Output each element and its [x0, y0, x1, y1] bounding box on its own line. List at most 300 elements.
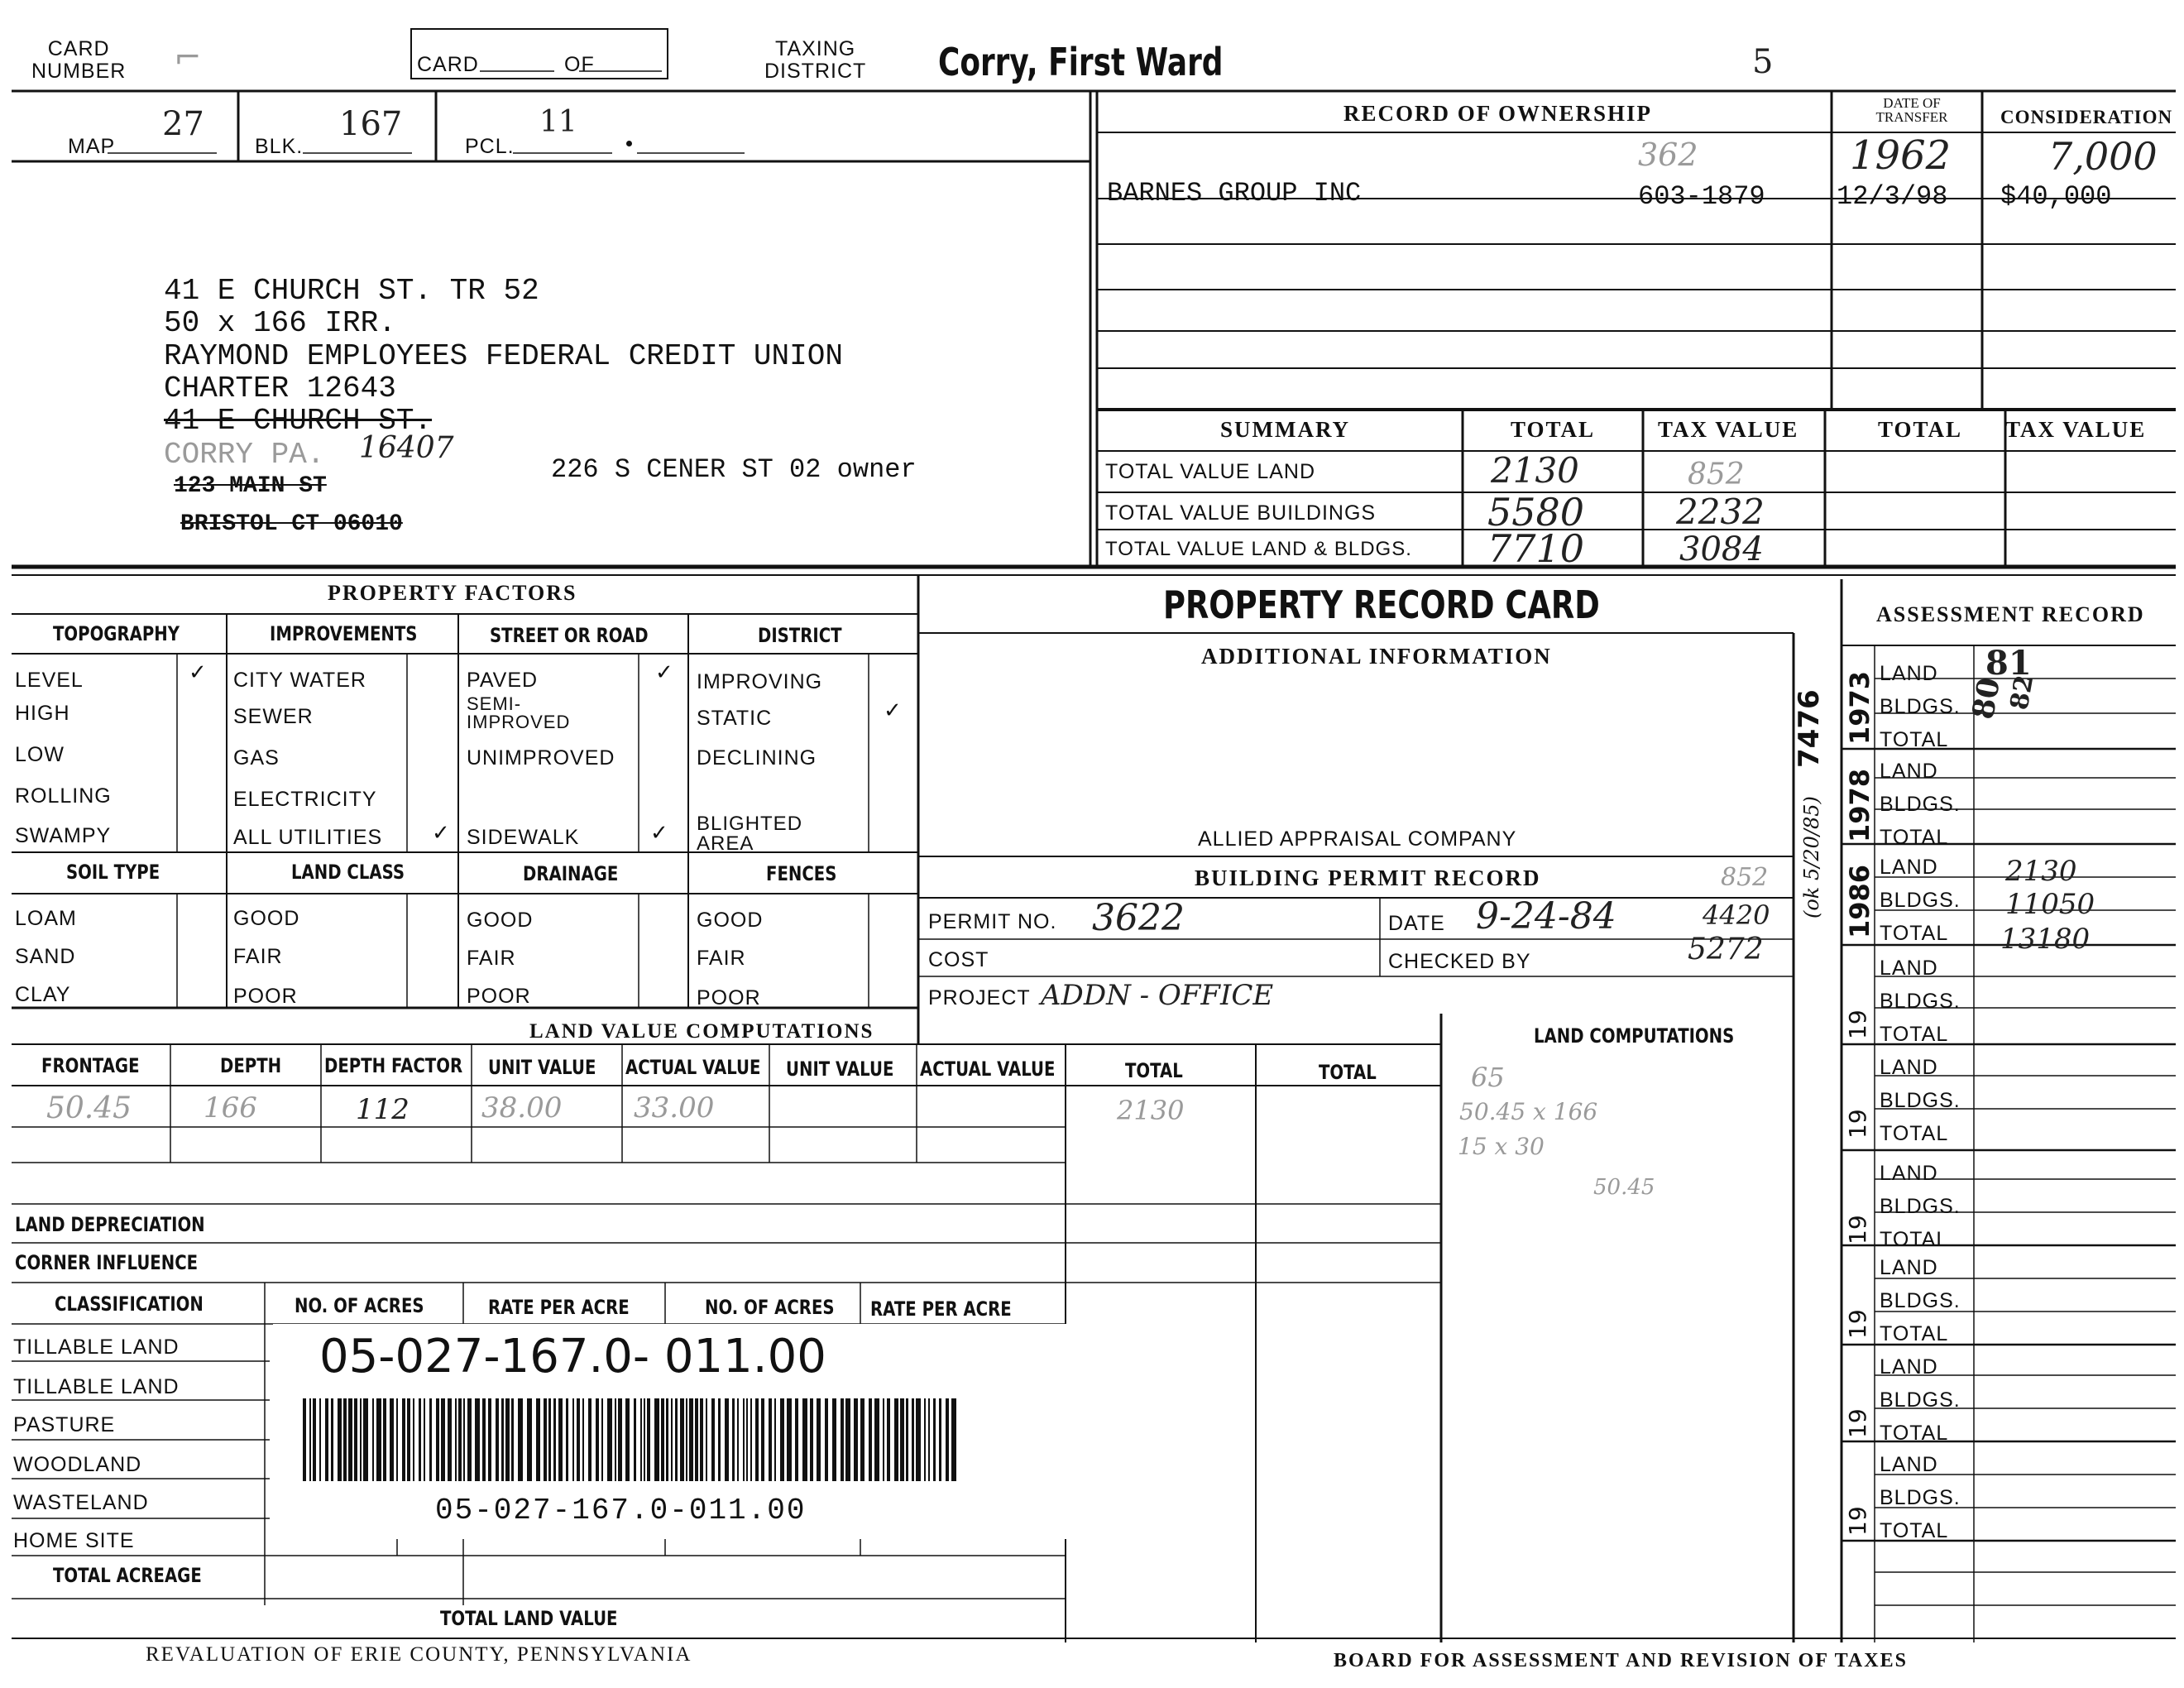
barcode-bar [832, 1398, 836, 1481]
assessment-row-total-4: TOTAL [1880, 1023, 1949, 1046]
barcode-bars [303, 1398, 965, 1481]
footer-right: BOARD FOR ASSESSMENT AND REVISION OF TAXES [1334, 1650, 1908, 1671]
summary-row-total-total: 7710 [1487, 526, 1585, 571]
barcode-bar [725, 1398, 729, 1481]
impr-all-utilities: ALL UTILITIES [233, 826, 383, 849]
summary-title: SUMMARY [1220, 417, 1351, 442]
assessment-row-land-2: LAND [1880, 760, 1938, 783]
barcode-bar [553, 1398, 556, 1481]
barcode-bar [544, 1398, 547, 1481]
ownership-consideration-2: $40,000 [2000, 181, 2112, 212]
district-declining: DECLINING [697, 746, 817, 770]
barcode-bar [761, 1398, 764, 1481]
street-unimproved: UNIMPROVED [467, 746, 615, 770]
barcode-bar [303, 1398, 306, 1481]
lv-header-depth: DEPTH [220, 1054, 282, 1077]
impr-sewer: SEWER [233, 705, 314, 728]
barcode-bar [661, 1398, 664, 1481]
blk-label: BLK. [255, 135, 304, 158]
barcode-bar [706, 1398, 707, 1481]
summary-tax-header-2: TAX VALUE [2005, 417, 2147, 442]
barcode-bar [640, 1398, 642, 1481]
class-woodland: WOODLAND [13, 1453, 142, 1476]
pf-header-drainage: DRAINAGE [523, 862, 619, 885]
address-line-7-struck: 123 MAIN ST [174, 473, 327, 499]
property-factors-title: PROPERTY FACTORS [328, 581, 577, 605]
land-depreciation-label: LAND DEPRECIATION [15, 1213, 205, 1236]
permit-side-number-1: 852 [1721, 863, 1769, 892]
assessment-year-7: 19 [1844, 1309, 1871, 1339]
page-mark: 5 [1752, 43, 1774, 81]
assessment-row-buildings-9: BLDGS. [1880, 1486, 1961, 1509]
topo-low: LOW [15, 743, 65, 766]
lv-row-depth-factor: 112 [356, 1093, 410, 1126]
assessment-row-total-6: TOTAL [1880, 1228, 1949, 1251]
barcode-bar [933, 1398, 936, 1481]
assessment-row-buildings-4: BLDGS. [1880, 990, 1961, 1013]
topo-swampy: SWAMPY [15, 824, 112, 847]
barcode-bar [695, 1398, 698, 1481]
lv-row-total: 2130 [1117, 1095, 1185, 1126]
permit-project-label: PROJECT [928, 986, 1031, 1009]
barcode-bar [883, 1398, 884, 1481]
class-header-rate-1: RATE PER ACRE [488, 1296, 630, 1319]
permit-date-value: 9-24-84 [1476, 895, 1616, 938]
barcode-bar [313, 1398, 316, 1481]
card-number-label: CARD NUMBER [31, 37, 127, 83]
blk-value: 167 [339, 105, 403, 143]
appraiser-name: ALLIED APPRAISAL COMPANY [1198, 827, 1517, 851]
barcode-bar [755, 1398, 759, 1481]
barcode-bar [363, 1398, 368, 1481]
assessment-row-total-7: TOTAL [1880, 1322, 1949, 1345]
taxing-district-value: Corry, First Ward [938, 40, 1224, 84]
soil-sand: SAND [15, 945, 76, 968]
assessment-row-land-6: LAND [1880, 1162, 1938, 1185]
drainage-good: GOOD [467, 909, 534, 932]
drainage-poor: POOR [467, 985, 531, 1008]
barcode-bar [376, 1398, 381, 1481]
barcode-bar [689, 1398, 693, 1481]
ownership-consideration-1: 7,000 [2048, 134, 2158, 179]
barcode-bar [644, 1398, 645, 1481]
assessment-1986-total: 13180 [2000, 923, 2091, 956]
barcode-bar [780, 1398, 784, 1481]
class-header-acres-1: NO. OF ACRES [295, 1294, 424, 1317]
barcode-bar [558, 1398, 563, 1481]
permit-no-label: PERMIT NO. [928, 910, 1057, 933]
barcode-bar [455, 1398, 457, 1481]
barcode-bar [383, 1398, 386, 1481]
barcode-bar [348, 1398, 352, 1481]
barcode-bar [419, 1398, 421, 1481]
address-line-2: 50 x 166 IRR. [164, 306, 396, 340]
barcode-bar [746, 1398, 748, 1481]
land-value-title: LAND VALUE COMPUTATIONS [529, 1020, 874, 1043]
land-comp-note-2: 50.45 x 166 [1459, 1098, 1598, 1125]
barcode-bar [338, 1398, 342, 1481]
barcode-bar [737, 1398, 739, 1481]
assessment-1986-land: 2130 [2005, 855, 2077, 888]
permit-side-number-3: 5272 [1688, 933, 1764, 966]
assessment-row-total-3: TOTAL [1880, 922, 1949, 945]
barcode-bar [396, 1398, 398, 1481]
ownership-book-1: 362 [1638, 137, 1698, 173]
street-paved-check: ✓ [655, 660, 673, 685]
assessment-year-1: 1973 [1844, 670, 1875, 745]
assessment-row-total-8: TOTAL [1880, 1422, 1949, 1445]
pf-header-soil: SOIL TYPE [66, 861, 160, 884]
permit-project-value: ADDN - OFFICE [1041, 979, 1274, 1012]
pf-header-fences: FENCES [766, 862, 837, 885]
lv-header-total-2: TOTAL [1319, 1061, 1377, 1084]
district-blighted: BLIGHTED AREA [697, 813, 803, 855]
land-class-good: GOOD [233, 907, 300, 930]
impr-gas: GAS [233, 746, 280, 770]
barcode-bar [360, 1398, 362, 1481]
class-header-classification: CLASSIFICATION [55, 1292, 204, 1316]
assessment-row-buildings-5: BLDGS. [1880, 1089, 1961, 1112]
assessment-title: ASSESSMENT RECORD [1876, 602, 2145, 626]
barcode-bar [671, 1398, 673, 1481]
barcode-bar [700, 1398, 703, 1481]
class-pasture: PASTURE [13, 1413, 116, 1436]
ownership-book-2: 603-1879 [1638, 181, 1765, 212]
fences-poor: POOR [697, 986, 761, 1009]
barcode-text: 05-027-167.0-011.00 [435, 1494, 807, 1527]
topo-high: HIGH [15, 702, 70, 725]
address-line-4: CHARTER 12643 [164, 372, 396, 405]
barcode-bar [810, 1398, 813, 1481]
district-static-check: ✓ [884, 698, 902, 723]
soil-clay: CLAY [15, 983, 71, 1006]
barcode-bar [331, 1398, 333, 1481]
assessment-row-buildings-2: BLDGS. [1880, 793, 1961, 816]
barcode-bar [774, 1398, 776, 1481]
assessment-year-4: 19 [1844, 1009, 1871, 1039]
pcl-value: 11 [539, 105, 577, 139]
barcode-bar [601, 1398, 603, 1481]
barcode-bar [615, 1398, 616, 1481]
map-label: MAP [68, 135, 116, 158]
drainage-fair: FAIR [467, 947, 516, 970]
assessment-side-number: 7476 [1793, 689, 1826, 768]
barcode-bar [402, 1398, 405, 1481]
summary-row-buildings-tax: 2232 [1676, 492, 1765, 532]
barcode-bar [906, 1398, 908, 1481]
record-card-title: PROPERTY RECORD CARD [1163, 583, 1600, 627]
total-acreage-label: TOTAL ACREAGE [53, 1564, 202, 1587]
ownership-date-2: 12/3/98 [1837, 181, 1948, 212]
land-computations-title: LAND COMPUTATIONS [1534, 1024, 1735, 1048]
barcode-bar [467, 1398, 472, 1481]
assessment-row-land-4: LAND [1880, 957, 1938, 980]
ownership-owner-2: BARNES GROUP INC [1107, 178, 1362, 209]
barcode-bar [769, 1398, 772, 1481]
barcode-bar [817, 1398, 821, 1481]
address-zip: 16407 [359, 431, 454, 465]
barcode-bar [711, 1398, 715, 1481]
barcode-bar [946, 1398, 949, 1481]
assessment-row-total-2: TOTAL [1880, 826, 1949, 849]
address-line-8-struck: BRISTOL CT 06010 [180, 511, 403, 537]
total-land-value-label: TOTAL LAND VALUE [440, 1607, 618, 1630]
barcode-bar [343, 1398, 347, 1481]
land-comp-note-4: 50.45 [1593, 1175, 1655, 1200]
pf-header-topography: TOPOGRAPHY [53, 622, 180, 645]
barcode-bar [548, 1398, 551, 1481]
barcode-bar [900, 1398, 904, 1481]
map-value: 27 [162, 105, 204, 143]
lv-header-actual-value-1: ACTUAL VALUE [625, 1056, 761, 1079]
pf-header-district: DISTRICT [758, 624, 842, 647]
barcode-bar [634, 1398, 636, 1481]
barcode-bar [319, 1398, 321, 1481]
fences-good: GOOD [697, 909, 764, 932]
assessment-row-land-1: LAND [1880, 662, 1938, 685]
barcode-bar [372, 1398, 374, 1481]
barcode-bar [951, 1398, 956, 1481]
barcode-bar [511, 1398, 514, 1481]
barcode-bar [572, 1398, 574, 1481]
district-improving: IMPROVING [697, 670, 823, 693]
topo-rolling: ROLLING [15, 784, 112, 808]
assessment-note-80: 80 [1966, 674, 2008, 722]
assessment-note-81: 81 [1985, 644, 2032, 683]
assessment-side-note: (ok 5/20/85) [1800, 796, 1823, 918]
barcode-bar [390, 1398, 394, 1481]
lv-header-unit-value-2: UNIT VALUE [786, 1057, 894, 1081]
assessment-year-9: 19 [1844, 1506, 1871, 1536]
barcode-bar [463, 1398, 465, 1481]
assessment-note-82: 82 [2004, 673, 2040, 712]
barcode-bar [841, 1398, 844, 1481]
summary-total-header-2: TOTAL [1878, 417, 1963, 442]
assessment-1986-buildings: 11050 [2005, 888, 2095, 921]
soil-loam: LOAM [15, 907, 77, 930]
barcode-bar [588, 1398, 592, 1481]
barcode-bar [518, 1398, 523, 1481]
building-permit-title: BUILDING PERMIT RECORD [1195, 866, 1541, 890]
assessment-row-buildings-8: BLDGS. [1880, 1388, 1961, 1412]
class-header-acres-2: NO. OF ACRES [705, 1296, 835, 1319]
barcode-bar [407, 1398, 410, 1481]
barcode-bar [894, 1398, 898, 1481]
pf-header-improvements: IMPROVEMENTS [270, 622, 418, 645]
summary-row-land-tax: 852 [1688, 458, 1745, 492]
barcode-bar [607, 1398, 612, 1481]
permit-cost-label: COST [928, 948, 989, 971]
barcode-bar [618, 1398, 622, 1481]
permit-date-label: DATE [1388, 912, 1445, 935]
barcode-bar [582, 1398, 584, 1481]
footer-left: REVALUATION OF ERIE COUNTY, PENNSYLVANIA [146, 1643, 692, 1666]
taxing-district-label: TAXING DISTRICT [764, 37, 867, 83]
address-line-3: RAYMOND EMPLOYEES FEDERAL CREDIT UNION [164, 339, 843, 373]
barcode-bar [429, 1398, 432, 1481]
impr-electricity: ELECTRICITY [233, 788, 377, 811]
assessment-year-2: 1978 [1844, 768, 1875, 842]
address-city: CORRY PA. [164, 438, 325, 472]
street-semi-improved: SEMI- IMPROVED [467, 693, 571, 732]
pcl-dot [626, 141, 632, 146]
pcl-label: PCL. [465, 135, 515, 158]
barcode-bar [488, 1398, 491, 1481]
barcode-bar [475, 1398, 480, 1481]
date-transfer-header: DATE OF TRANSFER [1875, 95, 1948, 125]
pf-header-land-class: LAND CLASS [291, 861, 405, 884]
barcode-bar [501, 1398, 504, 1481]
owner-address: 226 S CENER ST 02 owner [551, 454, 917, 485]
assessment-row-land-5: LAND [1880, 1056, 1938, 1079]
barcode-bar [325, 1398, 328, 1481]
assessment-row-land-8: LAND [1880, 1355, 1938, 1379]
barcode-bar [424, 1398, 425, 1481]
additional-info-label: ADDITIONAL INFORMATION [1201, 644, 1552, 669]
street-paved: PAVED [467, 669, 539, 692]
card-number-mark: ⌐ [174, 39, 202, 77]
summary-row-total-tax: 3084 [1679, 530, 1764, 568]
barcode-bar [536, 1398, 540, 1481]
barcode-bar [787, 1398, 792, 1481]
barcode-bar [666, 1398, 668, 1481]
impr-all-utilities-check: ✓ [432, 821, 450, 846]
assessment-row-total-9: TOTAL [1880, 1519, 1949, 1542]
assessment-year-5: 19 [1844, 1109, 1871, 1139]
permit-no-value: 3622 [1092, 897, 1185, 939]
land-class-poor: POOR [233, 985, 298, 1008]
assessment-row-buildings-7: BLDGS. [1880, 1289, 1961, 1312]
pf-header-street: STREET OR ROAD [490, 624, 649, 647]
class-home-site: HOME SITE [13, 1529, 135, 1552]
assessment-row-land-7: LAND [1880, 1256, 1938, 1279]
fences-fair: FAIR [697, 947, 746, 970]
barcode-bar [436, 1398, 439, 1481]
lv-header-total-1: TOTAL [1125, 1059, 1183, 1082]
barcode-bar [912, 1398, 914, 1481]
barcode-bar [750, 1398, 752, 1481]
assessment-year-6: 19 [1844, 1215, 1871, 1244]
barcode-bar [647, 1398, 650, 1481]
assessment-row-buildings-3: BLDGS. [1880, 889, 1961, 912]
ownership-date-1: 1962 [1850, 132, 1952, 179]
barcode-bar [413, 1398, 414, 1481]
lv-header-depth-factor: DEPTH FACTOR [324, 1054, 463, 1077]
of-label: OF [564, 53, 595, 76]
barcode-bar [566, 1398, 568, 1481]
barcode-bar [916, 1398, 921, 1481]
barcode-bar [825, 1398, 828, 1481]
assessment-row-buildings-6: BLDGS. [1880, 1195, 1961, 1218]
consideration-header: CONSIDERATION [2000, 107, 2173, 127]
ownership-title: RECORD OF OWNERSHIP [1343, 101, 1653, 126]
lv-header-unit-value-1: UNIT VALUE [488, 1056, 596, 1079]
barcode-bar [596, 1398, 599, 1481]
barcode-bar [675, 1398, 678, 1481]
barcode-bar [845, 1398, 850, 1481]
lv-row-frontage: 50.45 [46, 1091, 132, 1125]
class-wasteland: WASTELAND [13, 1491, 149, 1514]
land-comp-note-3: 15 x 30 [1458, 1133, 1545, 1160]
lv-row-actual-value: 33.00 [634, 1091, 715, 1125]
summary-row-buildings-label: TOTAL VALUE BUILDINGS [1105, 501, 1377, 525]
summary-row-total-label: TOTAL VALUE LAND & BLDGS. [1105, 538, 1412, 560]
assessment-row-land-3: LAND [1880, 856, 1938, 879]
impr-city-water: CITY WATER [233, 669, 366, 692]
barcode-bar [854, 1398, 858, 1481]
address-line-5-struck: 41 E CHURCH ST. [164, 404, 433, 438]
barcode-bar [505, 1398, 510, 1481]
barcode-bar [860, 1398, 864, 1481]
land-comp-note-1: 65 [1471, 1062, 1505, 1093]
assessment-row-total-5: TOTAL [1880, 1122, 1949, 1145]
address-line-1: 41 E CHURCH ST. TR 52 [164, 274, 539, 308]
barcode-bar [458, 1398, 462, 1481]
permit-checked-label: CHECKED BY [1388, 950, 1531, 973]
barcode-bar [718, 1398, 721, 1481]
assessment-row-buildings-1: BLDGS. [1880, 695, 1961, 718]
barcode-bar [354, 1398, 357, 1481]
summary-tax-header: TAX VALUE [1658, 417, 1799, 442]
assessment-row-land-9: LAND [1880, 1453, 1938, 1476]
lv-header-frontage: FRONTAGE [41, 1054, 140, 1077]
barcode-bar [887, 1398, 890, 1481]
barcode-bar [482, 1398, 486, 1481]
lv-row-depth: 166 [204, 1091, 257, 1125]
barcode-bar [680, 1398, 684, 1481]
lv-row-unit-value: 38.00 [481, 1091, 563, 1125]
summary-row-land-label: TOTAL VALUE LAND [1105, 460, 1316, 483]
street-sidewalk: SIDEWALK [467, 826, 580, 849]
land-class-fair: FAIR [233, 945, 283, 968]
street-sidewalk-check: ✓ [650, 821, 668, 846]
barcode-bar [577, 1398, 580, 1481]
barcode-bar [924, 1398, 926, 1481]
class-tillable-2: TILLABLE LAND [13, 1375, 180, 1398]
barcode-bar [441, 1398, 445, 1481]
card-label: CARD [417, 53, 479, 76]
lv-header-actual-value-2: ACTUAL VALUE [920, 1057, 1056, 1081]
barcode-bar [928, 1398, 930, 1481]
topo-level-check: ✓ [189, 660, 207, 685]
assessment-year-8: 19 [1844, 1408, 1871, 1438]
barcode-bar [874, 1398, 879, 1481]
district-static: STATIC [697, 707, 773, 730]
barcode-bar [802, 1398, 807, 1481]
class-header-rate-2: RATE PER ACRE [870, 1297, 1012, 1321]
topo-level: LEVEL [15, 669, 84, 692]
summary-row-land-total: 2130 [1491, 450, 1579, 491]
corner-influence-label: CORNER INFLUENCE [15, 1251, 199, 1274]
class-tillable-1: TILLABLE LAND [13, 1336, 180, 1359]
parcel-id-handwritten: 05-027-167.0- 011.00 [319, 1330, 826, 1383]
barcode-bar [309, 1398, 311, 1481]
permit-side-number-2: 4420 [1703, 899, 1770, 931]
barcode-bar [939, 1398, 941, 1481]
summary-row-buildings-total: 5580 [1487, 490, 1585, 535]
barcode-bar [732, 1398, 735, 1481]
barcode-bar [496, 1398, 499, 1481]
barcode-bar [654, 1398, 659, 1481]
barcode-bar [625, 1398, 630, 1481]
assessment-row-total-1: TOTAL [1880, 728, 1949, 751]
barcode-bar [448, 1398, 452, 1481]
barcode-bar [686, 1398, 687, 1481]
barcode-bar [743, 1398, 745, 1481]
barcode-bar [869, 1398, 872, 1481]
summary-total-header: TOTAL [1511, 417, 1596, 442]
barcode-bar [527, 1398, 532, 1481]
